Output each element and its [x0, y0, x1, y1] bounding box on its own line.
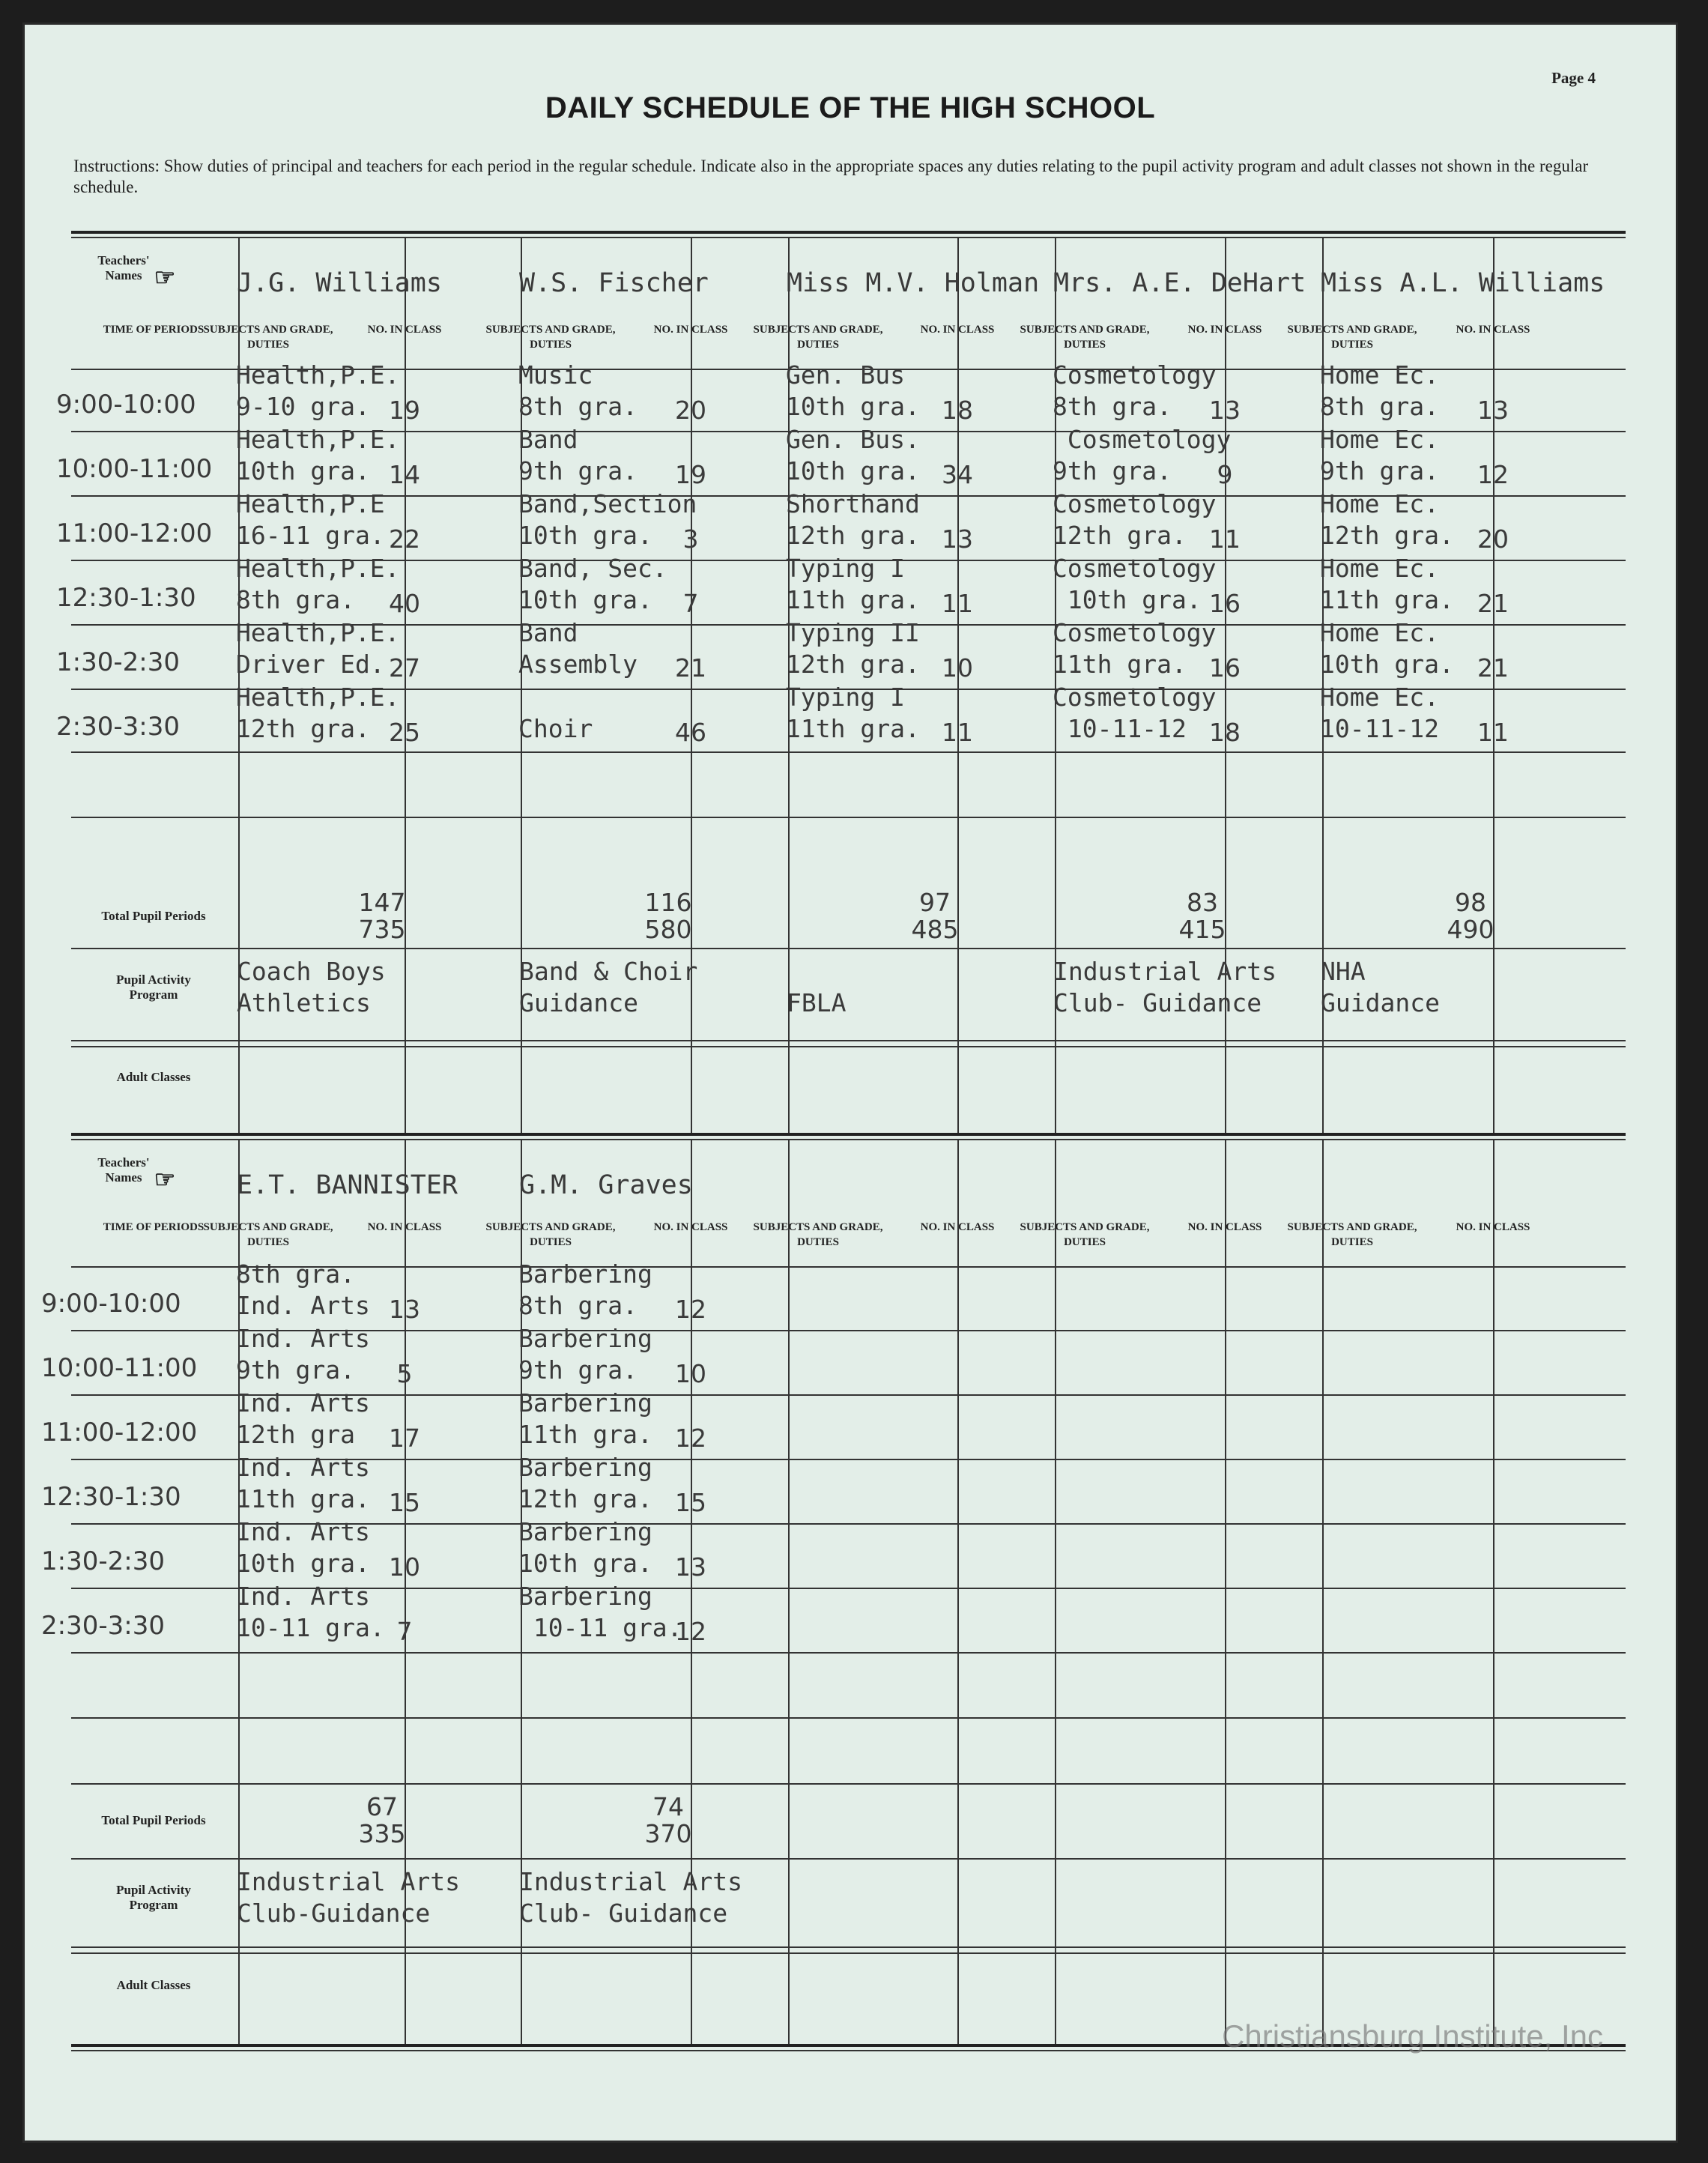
class-count: 20 [675, 396, 706, 425]
subject-cell: Cosmetology 8th gra. [1053, 360, 1217, 421]
class-count: 16 [1209, 653, 1241, 683]
no-in-class-header: NO. IN CLASS [1187, 324, 1262, 336]
column-divider [1055, 1139, 1056, 2044]
class-count: 15 [675, 1488, 706, 1517]
section-rule-2 [71, 1133, 1626, 1136]
teachers-names-label: Teachers' Names [97, 1155, 150, 1185]
subjects-header: SUBJECTS AND GRADE, DUTIES [203, 1221, 333, 1248]
column-divider [1322, 1139, 1324, 2044]
no-in-class-header: NO. IN CLASS [1456, 324, 1530, 336]
total-pupil-top: 83 [1187, 888, 1218, 917]
subject-cell: Cosmetology 11th gra. [1053, 618, 1217, 679]
class-count: 7 [682, 589, 699, 618]
subject-cell: Health,P.E. 9-10 gra. [236, 360, 400, 421]
class-count: 19 [675, 460, 706, 489]
total-pupil-bottom: 735 [358, 915, 406, 944]
subjects-header: SUBJECTS AND GRADE, DUTIES [1287, 324, 1417, 351]
grid-line [71, 1652, 1626, 1654]
pupil-activity: Industrial Arts Club- Guidance [1053, 957, 1277, 1017]
no-in-class-header: NO. IN CLASS [653, 324, 728, 336]
total-pupil-periods-label: Total Pupil Periods [101, 909, 206, 923]
class-count: 11 [1209, 524, 1241, 554]
class-count: 20 [1477, 524, 1509, 554]
class-count: 5 [396, 1359, 413, 1388]
class-count: 17 [389, 1424, 420, 1453]
subject-cell: Barbering 10th gra. [518, 1517, 652, 1578]
subject-cell: Band 9th gra. [518, 425, 638, 485]
adult-classes-label: Adult Classes [116, 1070, 191, 1084]
subjects-header: SUBJECTS AND GRADE, DUTIES [485, 1221, 616, 1248]
grid-line [71, 1046, 1626, 1047]
column-divider [1225, 1139, 1226, 2044]
total-pupil-bottom: 335 [358, 1819, 406, 1848]
column-divider [788, 1139, 790, 2044]
pupil-activity: FBLA [787, 988, 847, 1017]
subject-cell: Health,P.E 16-11 gra. [236, 489, 385, 550]
class-count: 18 [942, 396, 973, 425]
section-rule-1 [71, 237, 1626, 238]
total-pupil-bottom: 580 [644, 915, 692, 944]
period-time: 2:30-3:30 [56, 712, 180, 742]
class-count: 21 [675, 653, 706, 683]
subject-cell: Home Ec. 8th gra. [1320, 360, 1439, 421]
period-time: 12:30-1:30 [56, 583, 196, 613]
subject-cell: Typing II 12th gra. [786, 618, 920, 679]
pupil-activity: Industrial Arts Club-Guidance [237, 1867, 461, 1928]
subject-cell: Band Assembly [518, 618, 638, 679]
subject-cell: Health,P.E. 8th gra. [236, 554, 400, 614]
subject-cell: Health,P.E. Driver Ed. [236, 618, 400, 679]
class-count: 13 [389, 1295, 420, 1324]
total-pupil-top: 98 [1455, 888, 1486, 917]
class-count: 7 [396, 1617, 413, 1646]
class-count: 13 [1477, 396, 1509, 425]
grid-line [71, 1040, 1626, 1041]
page-number: Page 4 [1551, 69, 1596, 87]
subject-cell: Ind. Arts 10-11 gra. [236, 1582, 385, 1642]
teachers-names-label: Teachers' Names [97, 253, 150, 282]
section-rule-2 [71, 1139, 1626, 1140]
class-count: 13 [1209, 396, 1241, 425]
class-count: 9 [1217, 460, 1233, 489]
subject-cell: Cosmetology 9th gra. [1053, 425, 1232, 485]
class-count: 13 [675, 1552, 706, 1582]
subject-cell: Band,Section 10th gra. [518, 489, 697, 550]
class-count: 11 [942, 589, 973, 618]
subject-cell: Gen. Bus. 10th gra. [786, 425, 920, 485]
subject-cell: Cosmetology 10th gra. [1053, 554, 1217, 614]
class-count: 46 [675, 718, 706, 747]
pointing-hand-icon: ☞ [154, 264, 176, 291]
subject-cell: 8th gra. Ind. Arts [236, 1259, 370, 1320]
pointing-hand-icon: ☞ [154, 1166, 176, 1193]
grid-line [71, 1858, 1626, 1860]
subjects-header: SUBJECTS AND GRADE, DUTIES [753, 324, 883, 351]
no-in-class-header: NO. IN CLASS [367, 1221, 442, 1233]
subject-cell: Home Ec. 11th gra. [1320, 554, 1454, 614]
watermark: Christiansburg Institute, Inc [1222, 2018, 1603, 2054]
total-pupil-bottom: 370 [644, 1819, 692, 1848]
subjects-header: SUBJECTS AND GRADE, DUTIES [203, 324, 333, 351]
class-count: 11 [1477, 718, 1509, 747]
period-time: 9:00-10:00 [56, 390, 196, 420]
total-pupil-top: 74 [652, 1792, 684, 1821]
class-count: 12 [675, 1295, 706, 1324]
subject-cell: Ind. Arts 11th gra. [236, 1453, 370, 1513]
total-pupil-top: 116 [644, 888, 692, 917]
class-count: 13 [942, 524, 973, 554]
total-pupil-bottom: 415 [1178, 915, 1226, 944]
grid-line [71, 1952, 1626, 1954]
period-time: 11:00-12:00 [56, 518, 213, 548]
class-count: 14 [389, 460, 420, 489]
class-count: 21 [1477, 653, 1509, 683]
class-count: 15 [389, 1488, 420, 1517]
pupil-activity: NHA Guidance [1321, 957, 1440, 1017]
class-count: 12 [675, 1617, 706, 1646]
subject-cell: Band, Sec. 10th gra. [518, 554, 667, 614]
column-divider [1493, 1139, 1494, 2044]
grid-line [71, 1783, 1626, 1785]
subject-cell: Health,P.E. 12th gra. [236, 683, 400, 743]
subjects-header: SUBJECTS AND GRADE, DUTIES [1287, 1221, 1417, 1248]
pupil-activity: Industrial Arts Club- Guidance [519, 1867, 743, 1928]
column-divider [1493, 237, 1494, 1133]
column-divider [957, 1139, 959, 2044]
class-count: 3 [682, 524, 699, 554]
teacher-name: Mrs. A.E. DeHart [1053, 268, 1306, 298]
class-count: 12 [675, 1424, 706, 1453]
subject-cell: Home Ec. 12th gra. [1320, 489, 1454, 550]
teacher-name: E.T. BANNISTER [237, 1170, 458, 1200]
period-time: 10:00-11:00 [56, 454, 213, 484]
total-pupil-top: 147 [358, 888, 406, 917]
column-divider [957, 237, 959, 1133]
period-time: 9:00-10:00 [41, 1289, 181, 1319]
subject-cell: Ind. Arts 9th gra. [236, 1324, 370, 1385]
no-in-class-header: NO. IN CLASS [367, 324, 442, 336]
class-count: 10 [942, 653, 973, 683]
subject-cell: Music 8th gra. [518, 360, 638, 421]
total-pupil-periods-label: Total Pupil Periods [101, 1813, 206, 1827]
class-count: 22 [389, 524, 420, 554]
grid-line [71, 1946, 1626, 1948]
grid-line [71, 1717, 1626, 1719]
teacher-name: Miss M.V. Holman [787, 268, 1040, 298]
no-in-class-header: NO. IN CLASS [653, 1221, 728, 1233]
no-in-class-header: NO. IN CLASS [1456, 1221, 1530, 1233]
class-count: 19 [389, 396, 420, 425]
subjects-header: SUBJECTS AND GRADE, DUTIES [1020, 324, 1150, 351]
subject-cell: Gen. Bus 10th gra. [786, 360, 920, 421]
grid-line [71, 948, 1626, 949]
subjects-header: SUBJECTS AND GRADE, DUTIES [485, 324, 616, 351]
period-time: 12:30-1:30 [41, 1482, 181, 1512]
total-pupil-top: 67 [366, 1792, 398, 1821]
subject-cell: Barbering 9th gra. [518, 1324, 652, 1385]
subjects-header: SUBJECTS AND GRADE, DUTIES [753, 1221, 883, 1248]
adult-classes-label: Adult Classes [116, 1978, 191, 1992]
subject-cell: Barbering 8th gra. [518, 1259, 652, 1320]
period-time: 1:30-2:30 [41, 1546, 165, 1576]
instructions-text: Instructions: Show duties of principal and teachers for each period in the regular schedule. Indicate also in the appropriate spaces any duties relating to the pupil activity program and adult classes not shown in the regular schedule. [73, 157, 1589, 196]
teacher-name: J.G. Williams [237, 268, 442, 298]
class-count: 27 [389, 653, 420, 683]
period-time: 10:00-11:00 [41, 1353, 198, 1383]
no-in-class-header: NO. IN CLASS [920, 324, 995, 336]
subject-cell: Home Ec. 10th gra. [1320, 618, 1454, 679]
time-of-periods-label: TIME OF PERIODS [103, 324, 205, 336]
class-count: 10 [675, 1359, 706, 1388]
grid-line [71, 751, 1626, 753]
class-count: 11 [942, 718, 973, 747]
class-count: 40 [389, 589, 420, 618]
subject-cell: Shorthand 12th gra. [786, 489, 920, 550]
time-of-periods-label: TIME OF PERIODS [103, 1221, 205, 1233]
subject-cell: Health,P.E. 10th gra. [236, 425, 400, 485]
subject-cell: Barbering 11th gra. [518, 1388, 652, 1449]
class-count: 10 [389, 1552, 420, 1582]
no-in-class-header: NO. IN CLASS [920, 1221, 995, 1233]
grid-line [71, 817, 1626, 818]
class-count: 25 [389, 718, 420, 747]
subject-cell: Cosmetology 10-11-12 [1053, 683, 1217, 743]
subject-cell: Ind. Arts 10th gra. [236, 1517, 370, 1578]
schedule-sheet [22, 22, 1678, 2143]
period-time: 2:30-3:30 [41, 1611, 165, 1641]
column-divider [405, 237, 406, 1133]
subject-cell: Cosmetology 12th gra. [1053, 489, 1217, 550]
subject-cell: Choir [518, 714, 593, 743]
pupil-activity-program-label: Pupil Activity Program [116, 972, 191, 1002]
class-count: 16 [1209, 589, 1241, 618]
section-rule-1 [71, 231, 1626, 234]
class-count: 12 [1477, 460, 1509, 489]
subject-cell: Typing I 11th gra. [786, 554, 920, 614]
no-in-class-header: NO. IN CLASS [1187, 1221, 1262, 1233]
teacher-name: W.S. Fischer [519, 268, 709, 298]
total-pupil-bottom: 485 [911, 915, 959, 944]
pupil-activity-program-label: Pupil Activity Program [116, 1883, 191, 1912]
subject-cell: Barbering 10-11 gra. [518, 1582, 682, 1642]
pupil-activity: Coach Boys Athletics [237, 957, 386, 1017]
pupil-activity: Band & Choir Guidance [519, 957, 698, 1017]
subject-cell: Home Ec. 9th gra. [1320, 425, 1439, 485]
total-pupil-top: 97 [919, 888, 951, 917]
period-time: 11:00-12:00 [41, 1418, 198, 1447]
period-time: 1:30-2:30 [56, 647, 180, 677]
teacher-name: Miss A.L. Williams [1321, 268, 1605, 298]
class-count: 34 [942, 460, 973, 489]
subject-cell: Home Ec. 10-11-12 [1320, 683, 1439, 743]
class-count: 18 [1209, 718, 1241, 747]
class-count: 21 [1477, 589, 1509, 618]
subject-cell: Barbering 12th gra. [518, 1453, 652, 1513]
subject-cell: Typing I 11th gra. [786, 683, 920, 743]
teacher-name: G.M. Graves [519, 1170, 693, 1200]
subjects-header: SUBJECTS AND GRADE, DUTIES [1020, 1221, 1150, 1248]
page-title: DAILY SCHEDULE OF THE HIGH SCHOOL [545, 91, 1156, 124]
total-pupil-bottom: 490 [1447, 915, 1494, 944]
subject-cell: Ind. Arts 12th gra [236, 1388, 370, 1449]
